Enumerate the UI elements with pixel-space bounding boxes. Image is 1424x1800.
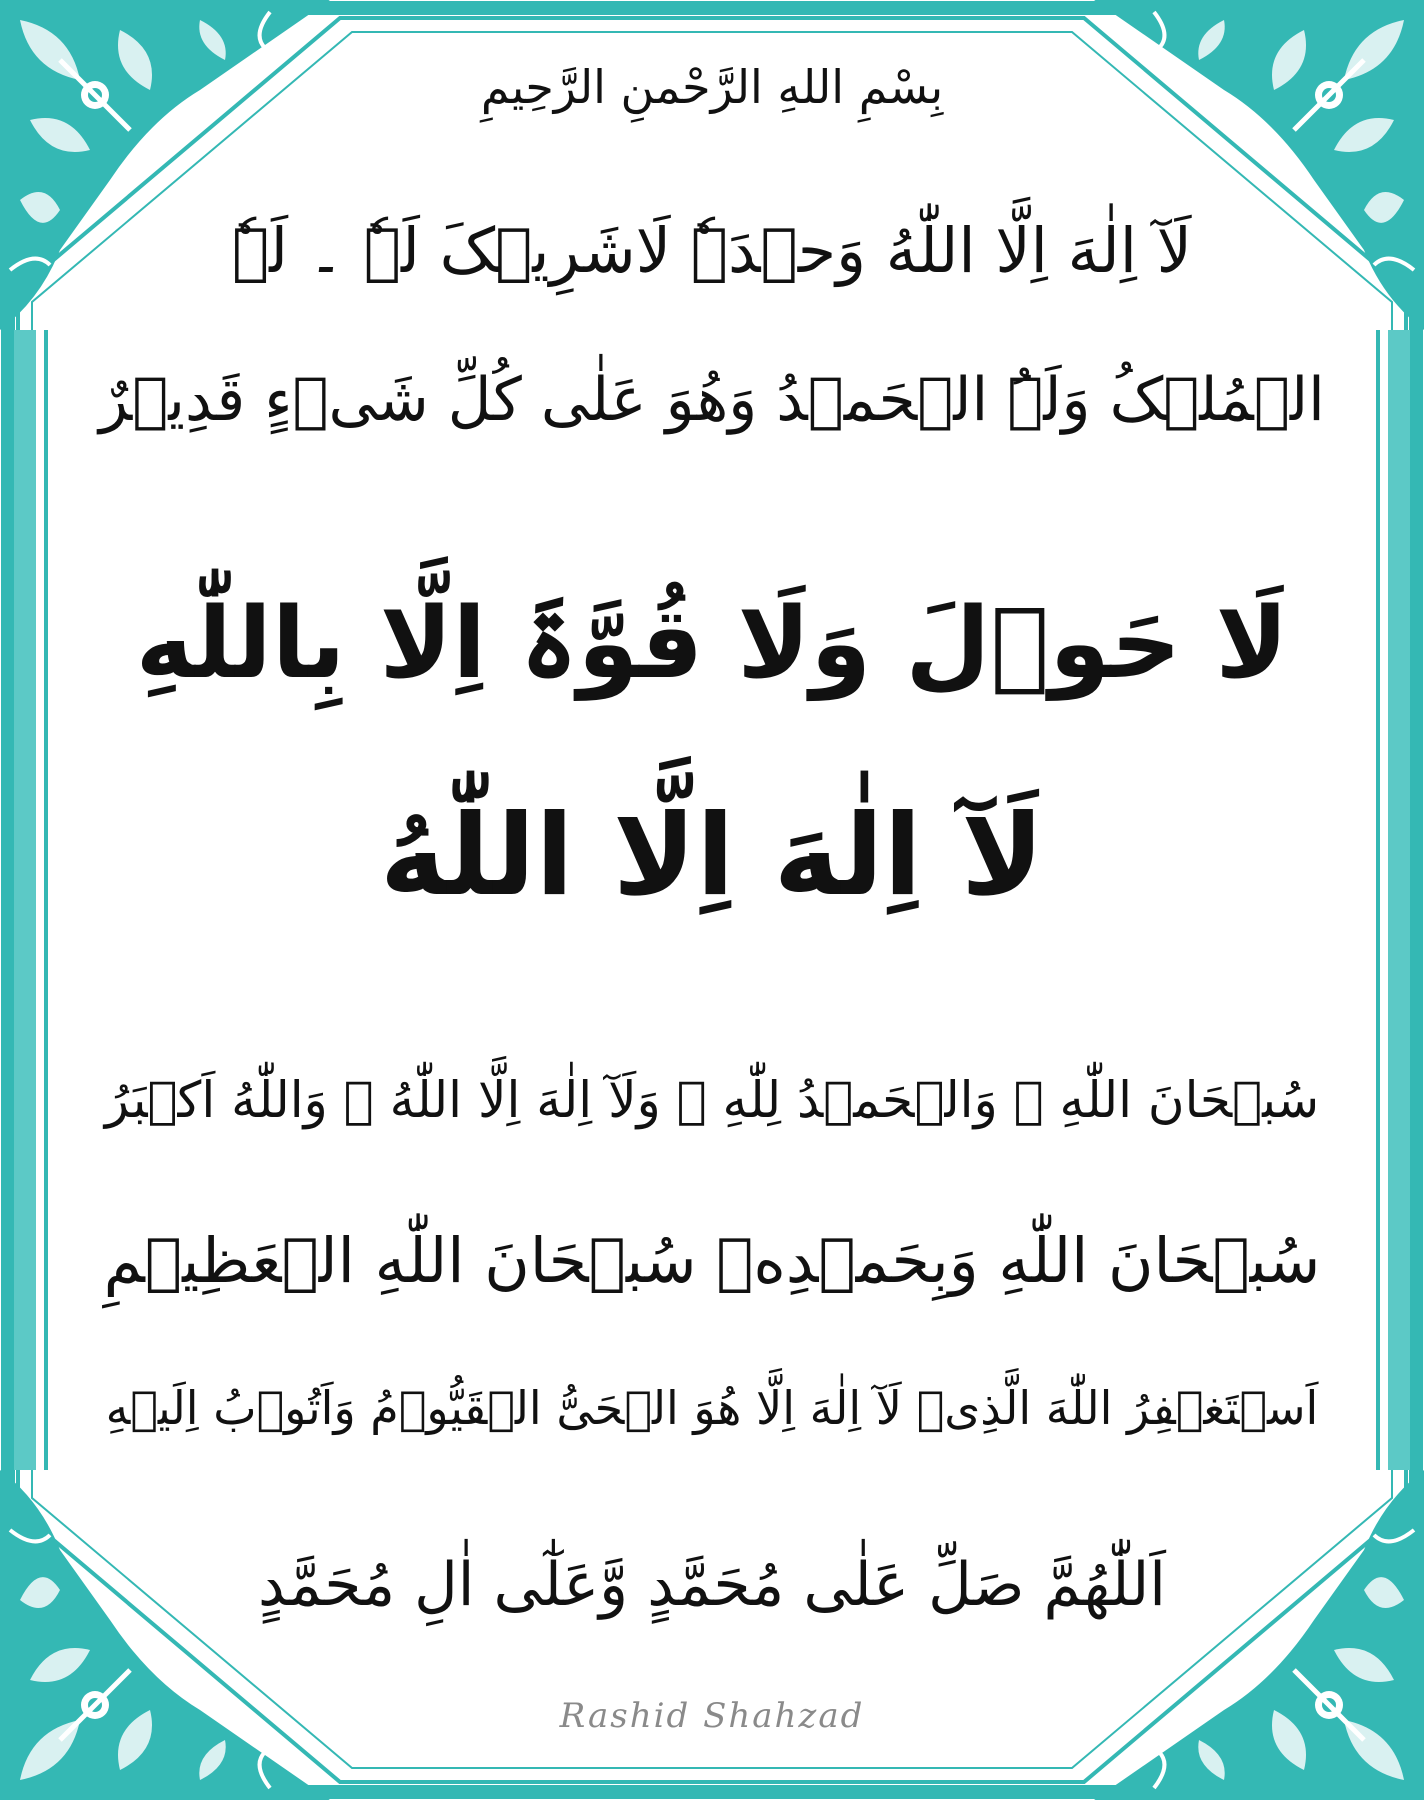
tahlil-line-1: لَآ اِلٰهَ اِلَّا اللّٰهُ وَحۡدَہٗ لَاشَرِیۡکَ لَہٗ ۔ لَہٗ (231, 214, 1193, 287)
subhanallah-line: سُبۡحَانَ اللّٰهِ وَبِحَمۡدِهٖ سُبۡحَانَ اللّٰهِ الۡعَظِیۡمِ (103, 1224, 1321, 1297)
durood-line: اَللّٰھُمَّ صَلِّ عَلٰی مُحَمَّدٍ وَّعَلٰٓی اٰلِ مُحَمَّدٍ (258, 1550, 1166, 1620)
istighfar-line: اَسۡتَغۡفِرُ اللّٰهَ الَّذِیۡ لَآ اِلٰهَ اِلَّا ھُوَ الۡحَیُّ الۡقَیُّوۡمُ وَاَتُوۡبُ اِلَیۡهِ (105, 1381, 1319, 1435)
bismillah-heading: بِسْمِ اللهِ الرَّحْمنِ الرَّحِيمِ (480, 60, 944, 114)
prayer-text (90, 30, 1334, 1750)
signature: Rashid Shahzad (559, 1696, 865, 1736)
hawqala-line: لَا حَوۡلَ وَلَا قُوَّۃَ اِلَّا بِاللّٰهِ (135, 587, 1289, 701)
tasbih-line: سُبۡحَانَ اللّٰهِ ۔ وَالۡحَمۡدُ لِلّٰهِ ۔ وَلَآ اِلٰهَ اِلَّا اللّٰهُ ۔ وَاللّٰهُ اَکۡبَرُ (104, 1071, 1320, 1129)
tahlil-line-2: الۡمُلۡکُ وَلَہُ الۡحَمۡدُ وَھُوَ عَلٰی کُلِّ شَیۡءٍ قَدِیۡرٌ (99, 365, 1325, 435)
kalima-line: لَآ اِلٰهَ اِلَّا اللّٰهُ (379, 791, 1045, 921)
